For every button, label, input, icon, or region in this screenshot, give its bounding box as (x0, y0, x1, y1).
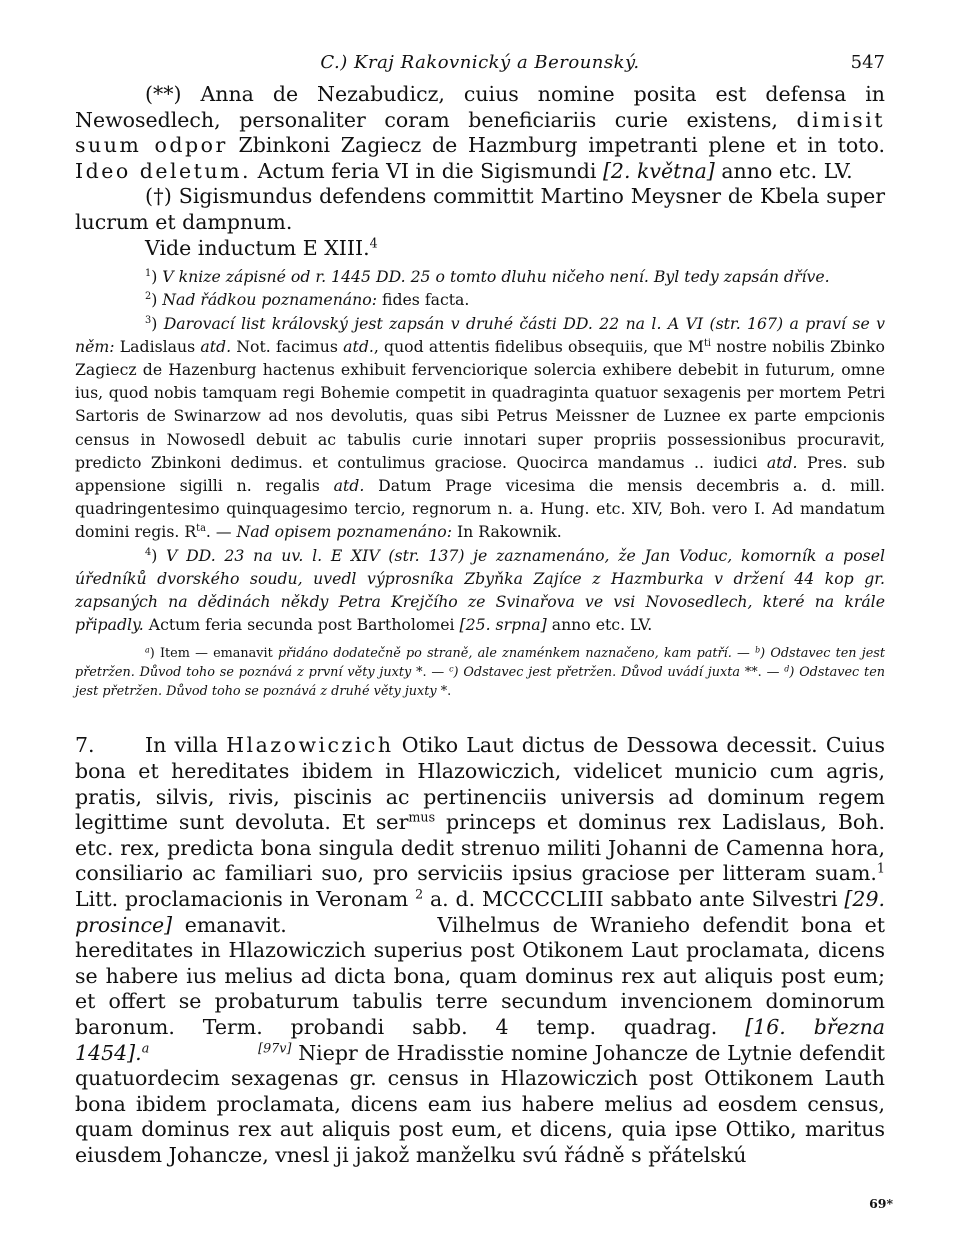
footnote-2: $^2$) Nad řádkou poznamenáno: fides facta. (145, 290, 470, 310)
footnote-4: $^4$) V DD. 23 na uv. l. E XIV (str. 137) je zaznamenáno, že Jan Voduc, komorník a posel úředníků dvorského soudu, uvedl výprosníka Zbyňka Zajíce z Hazmburka v držení 44 kop gr. zapsaných na dědinách někdy Petra Krejčího ze Svinařova ve vsi Novosedlech, které na krále připadly. Actum feria secunda post Bartholomei [25. srpna] anno etc. LV. (75, 545, 885, 635)
document-page (75, 52, 885, 1169)
footnote-1: $^1$) V knize zápisné od r. 1445 DD. 25 o tomto dluhu ničeho není. Byl tedy zapsán dříve. (145, 267, 830, 287)
running-header (75, 52, 885, 82)
signature-mark: 69* (869, 1196, 893, 1211)
page-number: 547 (850, 52, 885, 73)
paragraph-vide: Vide inductum E XIII.$^4$ (145, 234, 378, 260)
entry-7: 7. In villa Hlazowiczich Otiko Laut dictus de Dessowa decessit. Cuius bona et hereditates ibidem in Hlazowiczich, videlicet municio cum agris, pratis, silvis, rivis, piscinis ac pertinenciis universis ad dominum regem legittime sunt devoluta. Et ser$^{mus}$ princeps et dominus rex Ladislaus, Boh. etc. rex, predicta bona singula dedit strenuo militi Johanni de Camenna hora, consiliario ac familiari suo, pro serviciis ipsius graciose per litteram suam.$^1$ Litt. proclamacionis in Veronam $^2$ a. d. MCCCCLIII sabbato ante Silvestri [29. prosince] emanavit. Vilhelmus de Wranieho defendit bona et hereditates in Hlazowiczich superius post Otikonem Laut proclamata, dicens se habere ius melius ad dicta bona, quam dominus rex aut aliquis post eum; et offert se probaturum tabulis terre secundum invencionem dominorum baronum. Term. probandi sabb. 4 temp. quadrag. [16. března 1454].$^a$ [97v] Niepr de Hradisstie nomine Johancze de Lytnie defendit quatuordecim sexagenas gr. census in Hlazowiczich post Ottikonem Lauth bona ibidem proclamata, dicens eam ius habere melius ad eosdem census, quam dominus rex aut aliquis post eum, et dicens, quia ipse Ottiko, maritus eiusdem Johancze, vnesl ji jakož manželku svú řádně s přátelskú (75, 733, 886, 1167)
paragraph-anna: (**) Anna de Nezabudicz, cuius nomine posita est defensa in Newosedlech, personaliter coram beneficiariis curie existens, dimisit suum odpor Zbinkoni Zagiecz de Hazmburg impetranti plene et in toto. Ideo deletum. Actum feria VI in die Sigismundi [2. května] anno etc. LV. (75, 82, 885, 183)
paragraph-sigismundus: (†) Sigismundus defendens committit Martino Meysner de Kbela super lucrum et dampnum. (75, 184, 885, 234)
running-title: C.) Kraj Rakovnický a Berounský. (320, 52, 640, 73)
footnote-3: $^3$) Darovací list královský jest zapsán v druhé části DD. 22 na l. A VI (str. 167) a praví se v něm: Ladislaus atd. Not. facimus atd., quod attentis fidelibus obsequiis, que $M^{ti}$ nostre nobilis Zbinko Zagiecz de Hazenburg hactenus exhibuit fervenciorique solercia exhibere debebit in futurum, omne ius, quod nobis tamquam regi Bohemie competit in quadraginta quatuor sexagenis per mortem Petri Sartoris de Swinarzow ad nos devolutis, quas sibi Petrus Meissner de Luznee ex parte empcionis census in Nowosedl debuit ac tabulis curie innotari super propriis possessionibus procuravit, predicto Zbinkoni dedimus. et contulimus graciose. Quocirca mandamus .. iudici atd. Pres. sub appensione sigilli n. regalis atd. Datum Prage vicesima die mensis decembris a. d. mill. quadringentesimo quinquagesimo tercio, regnorum n. a. Hung. etc. XIV, Boh. vero I. Ad mandatum domini regis. $R^{ta}$. — Nad opisem poznamenáno: In Rakownik. (75, 313, 886, 542)
entry-number: 7. (75, 733, 95, 758)
lettered-footnotes: $^a$) Item — emanavit přidáno dodatečně po straně, ale znaménkem naznačeno, kam patří. — $^b$) Odstavec ten jest přetržen. Důvod toho se poznává z první věty juxty *. — $^c$) Odstavec jest přetržen. Důvod uvádí juxta **. — $^d$) Odstavec ten jest přetržen. Důvod toho se poznává z druhé věty juxty *. (75, 645, 886, 700)
